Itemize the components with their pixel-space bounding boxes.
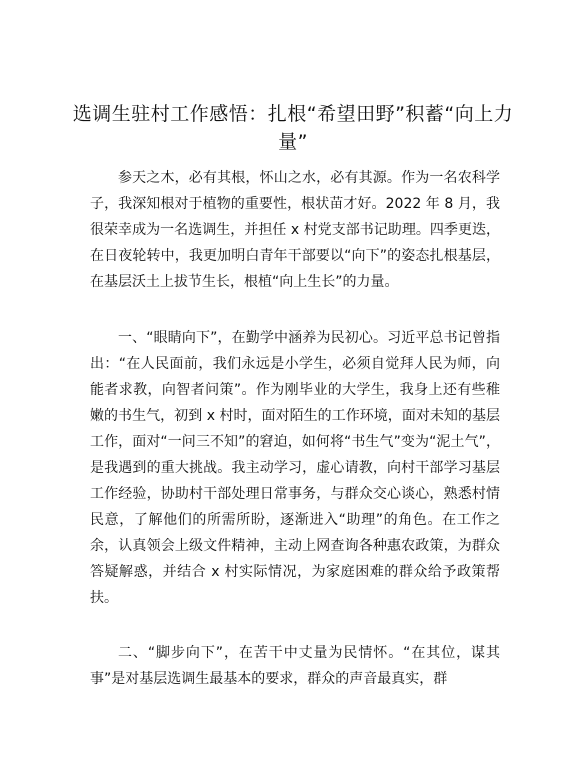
paragraph-section-2: 二、“脚步向下”，在苦干中丈量为民情怀。“在其位，谋其事”是对基层选调生最基本的要求，群众的声音最真实，群 (90, 645, 500, 687)
paragraph-intro: 参天之木，必有其根，怀山之水，必有其源。作为一名农科学子，我深知根对于植物的重要性，根状苗才好。2022 年 8 月，我很荣幸成为一名选调生，并担任 x 村党支部书记助理。四季更迭，在日夜轮转中，我更加明白青年干部要以“向下”的姿态扎根基层，在基层沃土上拔节生长，根植“向上生长”的力量。 (90, 170, 500, 290)
paragraph-section-1: 一、“眼睛向下”，在勤学中涵养为民初心。习近平总书记曾指出：“在人民面前，我们永远是小学生，必须自觉拜人民为师，向能者求教，向智者问策”。作为刚毕业的大学生，我身上还有些稚嫩的书生气，初到 x 村时，面对陌生的工作环境，面对未知的基层工作，面对“一问三不知”的窘迫，如何将“书生气”变为“泥土气”，是我遇到的重大挑战。我主动学习，虚心请教，向村干部学习基层工作经验，协助村干部处理日常事务，与群众交心谈心，熟悉村情民意，了解他们的所需所盼，逐渐进入“助理”的角色。在工作之余，认真领会上级文件精神，主动上网查询各种惠农政策，为群众答疑解惑，并结合 x 村实际情况，为家庭困难的群众给予政策帮扶。 (90, 330, 500, 606)
document-title: 选调生驻村工作感悟：扎根“希望田野”积蓄“向上力量” (72, 103, 514, 153)
